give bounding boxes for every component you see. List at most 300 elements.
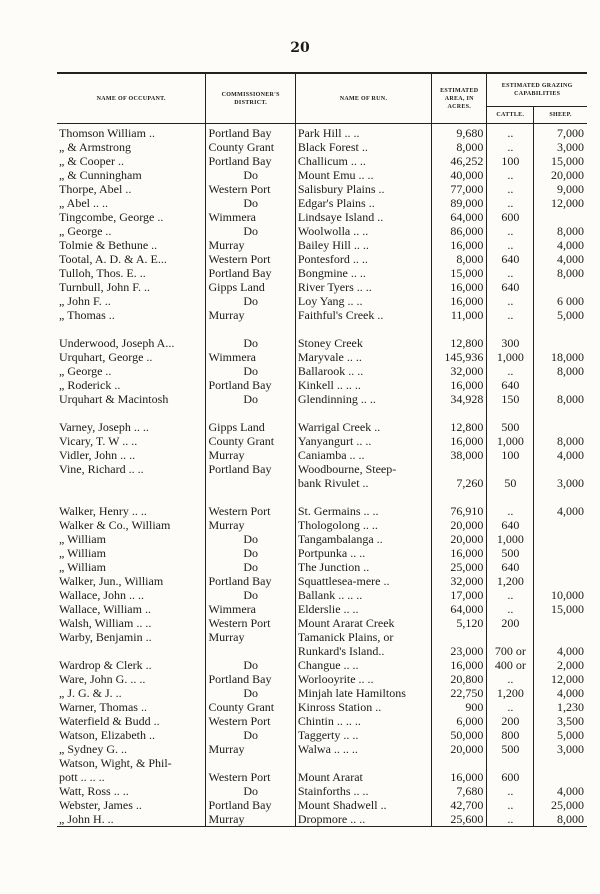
cell-sheep [534,378,587,392]
cell-area: 40,000 [432,168,487,182]
cell-district: Do [206,364,295,378]
cell-area: 20,000 [432,742,487,756]
cell-area: 32,000 [432,364,487,378]
cell-cattle: 640 [487,518,534,532]
cell-cattle: 500 [487,420,534,434]
cell-occupant: Walker & Co., William [57,518,206,532]
cell-run: Loy Yang .. .. [295,294,431,308]
header-area: ESTIMATED AREA, IN ACRES. [432,73,487,124]
table-row [57,812,587,827]
cell-occupant: Thorpe, Abel .. [57,182,206,196]
cell-sheep [534,532,587,546]
cell-district [206,756,295,770]
table-row [57,700,587,714]
header-cattle: CATTLE. [487,107,534,124]
table-row [57,350,587,364]
cell-district: Do [206,728,295,742]
cell-sheep: 8,000 [557,364,584,378]
cell-occupant: Walker, Henry .. .. [57,504,206,518]
cell-sheep: 10,000 [551,588,584,602]
cell-area: 16,000 [432,280,487,294]
table-row [57,546,587,560]
cell-district: Do [206,168,295,182]
cell-sheep: 9,000 [557,182,584,196]
cell-sheep: 18,000 [551,350,584,364]
cell-occupant: Warby, Benjamin .. [57,630,206,644]
cell-sheep: 5,000 [557,308,584,322]
cell-area: 8,000 [432,252,487,266]
cell-district: Portland Bay [206,124,295,141]
cell-sheep: 4,000 [557,784,584,798]
cell-area: 8,000 [432,140,487,154]
cell-cattle: 600 [487,770,534,784]
cell-district [206,644,295,658]
cell-district: Gipps Land [206,280,295,294]
table-row [57,224,587,238]
cell-cattle: .. [487,196,534,210]
cell-sheep: 7,000 [557,126,584,140]
cell-run: Black Forest .. [295,140,431,154]
cell-occupant: „ John H. .. [57,812,206,827]
cell-district: Portland Bay [206,378,295,392]
cell-run: Kinross Station .. [295,700,431,714]
cell-run: Minjah late Hamiltons [295,686,431,700]
cell-area: 42,700 [432,798,487,812]
cell-occupant: Walsh, William .. .. [57,616,206,630]
occupants-table [57,72,587,827]
cell-district: Murray [206,238,295,252]
cell-run: Changue .. .. [295,658,431,672]
cell-occupant: „ J. G. & J. .. [57,686,206,700]
cell-area: 16,000 [432,378,487,392]
table-row [57,308,587,322]
cell-area: 5,120 [432,616,487,630]
cell-run: Woodbourne, Steep- [295,462,431,476]
cell-cattle [487,406,534,420]
cell-area: 77,000 [432,182,487,196]
cell-run: Bailey Hill .. .. [295,238,431,252]
cell-district: Do [206,560,295,574]
cell-cattle: 640 [487,378,534,392]
cell-district: Western Port [206,616,295,630]
cell-area: 23,000 [432,644,487,658]
cell-area: 20,800 [432,672,487,686]
cell-area: 16,000 [432,294,487,308]
cell-cattle: 700 or [487,644,534,658]
section-gap [57,406,587,420]
cell-run: bank Rivulet .. [295,476,431,490]
cell-cattle: 500 [487,546,534,560]
table-row [57,124,587,141]
cell-sheep [534,336,587,350]
table-row [57,574,587,588]
cell-area: 86,000 [432,224,487,238]
cell-sheep [534,490,587,504]
cell-run: Salisbury Plains .. [295,182,431,196]
cell-sheep: 3,000 [557,140,584,154]
cell-run: Lindsaye Island .. [295,210,431,224]
cell-run: Woolwolla .. .. [295,224,431,238]
table-row [57,154,587,168]
cell-district: County Grant [206,140,295,154]
cell-area: 11,000 [432,308,487,322]
cell-run: River Tyers .. .. [295,280,431,294]
cell-run [295,406,431,420]
cell-area: 900 [432,700,487,714]
cell-run: Elderslie .. .. [295,602,431,616]
cell-occupant: Varney, Joseph .. .. [57,420,206,434]
cell-occupant: Vine, Richard .. .. [57,462,206,476]
cell-run: Taggerty .. .. [295,728,431,742]
table-row [57,518,587,532]
cell-area: 16,000 [432,238,487,252]
table-row [57,770,587,784]
table-row [57,616,587,630]
cell-run: Glendinning .. .. [295,392,431,406]
cell-sheep [534,210,587,224]
cell-cattle: .. [487,266,534,280]
cell-area [432,406,487,420]
table-row [57,476,587,490]
header-district: COMMISSIONER'S DISTRICT. [206,73,295,124]
cell-run: Edgar's Plains .. [295,196,431,210]
cell-cattle: .. [487,588,534,602]
cell-run: Chintin .. .. .. [295,714,431,728]
cell-sheep: 8,000 [534,812,587,827]
cell-sheep: 4,000 [557,238,584,252]
cell-cattle: 100 [487,154,534,168]
cell-occupant: Wallace, William .. [57,602,206,616]
cell-area: 25,600 [432,812,487,827]
cell-cattle: .. [487,784,534,798]
cell-occupant: Vidler, John .. .. [57,448,206,462]
cell-sheep [534,280,587,294]
table-row [57,672,587,686]
cell-sheep: 8,000 [557,392,584,406]
cell-area [432,462,487,476]
cell-occupant: Webster, James .. [57,798,206,812]
cell-sheep: 8,000 [557,434,584,448]
table-body [57,124,587,827]
cell-cattle: .. [487,238,534,252]
cell-district: Do [206,588,295,602]
cell-sheep [534,574,587,588]
cell-district: Murray [206,630,295,644]
cell-sheep [534,546,587,560]
cell-run: Stoney Creek [295,336,431,350]
cell-district: Western Port [206,182,295,196]
cell-area: 46,252 [432,154,487,168]
cell-area: 32,000 [432,574,487,588]
cell-district: Wimmera [206,210,295,224]
cell-run: The Junction .. [295,560,431,574]
cell-district: Western Port [206,252,295,266]
cell-occupant: Warner, Thomas .. [57,700,206,714]
table-row [57,238,587,252]
cell-cattle [487,630,534,644]
cell-occupant: „ John F. .. [57,294,206,308]
cell-run: Runkard's Island.. [295,644,431,658]
cell-run: Worlooyrite .. .. [295,672,431,686]
page-number: 20 [290,40,310,56]
cell-occupant [57,476,206,490]
cell-district [206,490,295,504]
cell-run: Mount Ararat [295,770,431,784]
cell-sheep: 3,500 [557,714,584,728]
cell-cattle: 100 [487,448,534,462]
cell-district: Do [206,532,295,546]
cell-sheep [534,420,587,434]
cell-cattle: 200 [487,714,534,728]
cell-occupant: Urquhart & Macintosh [57,392,206,406]
cell-cattle: 1,000 [487,350,534,364]
cell-cattle: .. [487,672,534,686]
cell-sheep: 8,000 [557,266,584,280]
cell-occupant: pott .. .. .. [57,770,206,784]
cell-occupant [57,406,206,420]
cell-cattle: 800 [487,728,534,742]
header-grazing: ESTIMATED GRAZING CAPABILITIES [487,73,587,107]
cell-area: 50,000 [432,728,487,742]
cell-area: 38,000 [432,448,487,462]
cell-district: Do [206,392,295,406]
table-row [57,196,587,210]
cell-area: 64,000 [432,210,487,224]
cell-sheep [534,616,587,630]
cell-cattle: 50 [487,476,534,490]
table-row [57,280,587,294]
cell-district: Portland Bay [206,672,295,686]
cell-occupant: Watt, Ross .. .. [57,784,206,798]
cell-run: Pontesford .. .. [295,252,431,266]
cell-run: Warrigal Creek .. [295,420,431,434]
table-row [57,378,587,392]
cell-district: Murray [206,742,295,756]
cell-occupant: „ & Cooper .. [57,154,206,168]
cell-cattle: 640 [487,560,534,574]
cell-area: 16,000 [432,546,487,560]
cell-occupant: Vicary, T. W .. .. [57,434,206,448]
cell-district: Do [206,336,295,350]
cell-sheep [534,462,587,476]
cell-sheep: 8,000 [557,224,584,238]
cell-area: 7,260 [432,476,487,490]
cell-run [295,490,431,504]
cell-sheep: 12,000 [551,196,584,210]
cell-run: Yanyangurt .. .. [295,434,431,448]
cell-district: County Grant [206,700,295,714]
cell-district: Do [206,658,295,672]
cell-area: 145,936 [432,350,487,364]
cell-cattle: .. [487,504,534,518]
cell-area: 34,928 [432,392,487,406]
cell-occupant: Thomson William .. [57,124,206,141]
cell-sheep: 6 000 [557,294,584,308]
cell-cattle: .. [487,602,534,616]
cell-run: Ballarook .. .. [295,364,431,378]
cell-area: 16,000 [432,434,487,448]
cell-occupant [57,322,206,336]
cell-occupant: Urquhart, George .. [57,350,206,364]
cell-district: Do [206,224,295,238]
cell-district: Wimmera [206,602,295,616]
table-row [57,602,587,616]
cell-occupant: Tolmie & Bethune .. [57,238,206,252]
cell-run: Thologolong .. .. [295,518,431,532]
cell-run: Challicum .. .. [295,154,431,168]
cell-cattle: .. [487,294,534,308]
cell-occupant: Turnbull, John F. .. [57,280,206,294]
table-row [57,658,587,672]
cell-cattle [487,462,534,476]
table-row [57,784,587,798]
cell-run: Caniamba .. .. [295,448,431,462]
table-row [57,630,587,644]
cell-district: Western Port [206,714,295,728]
cell-district [206,476,295,490]
cell-occupant: Underwood, Joseph A... [57,336,206,350]
cell-cattle: 1,000 [487,532,534,546]
table-row [57,182,587,196]
cell-run: Tamanick Plains, or [295,630,431,644]
cell-sheep [534,322,587,336]
cell-area: 89,000 [432,196,487,210]
cell-occupant: Wardrop & Clerk .. [57,658,206,672]
cell-district: Western Port [206,504,295,518]
cell-run [295,756,431,770]
cell-sheep: 15,000 [551,154,584,168]
table-row [57,560,587,574]
cell-run: Squattlesea-mere .. [295,574,431,588]
cell-run: Dropmore .. .. [295,812,431,827]
cell-cattle: 600 [487,210,534,224]
cell-sheep: 4,000 [557,448,584,462]
cell-run: Mount Ararat Creek [295,616,431,630]
cell-occupant: Tulloh, Thos. E. .. [57,266,206,280]
cell-occupant: Tingcombe, George .. [57,210,206,224]
cell-district [206,322,295,336]
table-row [57,588,587,602]
cell-area: 20,000 [432,518,487,532]
header-sheep: SHEEP. [534,107,587,124]
cell-sheep [534,770,587,784]
cell-cattle: .. [487,168,534,182]
cell-cattle: .. [487,124,534,141]
cell-district: Portland Bay [206,154,295,168]
cell-occupant: Waterfield & Budd .. [57,714,206,728]
cell-run: Kinkell .. .. .. [295,378,431,392]
cell-district: Do [206,784,295,798]
cell-district: Murray [206,308,295,322]
cell-area: 15,000 [432,266,487,280]
cell-run: Maryvale .. .. [295,350,431,364]
cell-sheep: 5,000 [557,728,584,742]
cell-cattle: .. [487,700,534,714]
cell-area: 25,000 [432,560,487,574]
cell-sheep: 2,000 [557,658,584,672]
cell-cattle: 150 [487,392,534,406]
cell-occupant: „ Roderick .. [57,378,206,392]
table-row [57,462,587,476]
cell-area: 16,000 [432,658,487,672]
section-gap [57,322,587,336]
cell-district: Western Port [206,770,295,784]
cell-district: Portland Bay [206,266,295,280]
cell-occupant: „ Thomas .. [57,308,206,322]
cell-occupant: Tootal, A. D. & A. E... [57,252,206,266]
cell-run: Mount Shadwell .. [295,798,431,812]
cell-run: Faithful's Creek .. [295,308,431,322]
cell-district [206,406,295,420]
cell-area: 76,910 [432,504,487,518]
cell-area: 12,800 [432,336,487,350]
table-row [57,168,587,182]
cell-occupant: „ William [57,546,206,560]
cell-area: 9,680 [432,124,487,141]
cell-occupant: „ William [57,560,206,574]
cell-area: 6,000 [432,714,487,728]
cell-cattle: .. [487,798,534,812]
cell-run: Stainforths .. .. [295,784,431,798]
cell-occupant: „ George .. [57,224,206,238]
cell-area: 16,000 [432,770,487,784]
cell-cattle: .. [487,224,534,238]
table-row [57,252,587,266]
cell-cattle: .. [487,364,534,378]
cell-sheep: 25,000 [551,798,584,812]
cell-district: Murray [206,812,295,827]
cell-district: County Grant [206,434,295,448]
cell-sheep: 4,000 [557,252,584,266]
cell-cattle: 640 [487,252,534,266]
cell-sheep: 4,000 [557,686,584,700]
cell-sheep: 20,000 [551,168,584,182]
table-row [57,434,587,448]
table-row [57,798,587,812]
cell-sheep: 15,000 [551,602,584,616]
cell-area: 20,000 [432,532,487,546]
header-run: NAME OF RUN. [295,73,431,124]
cell-cattle: 1,200 [487,686,534,700]
cell-run: Park Hill .. .. [295,124,431,141]
cell-cattle: 200 [487,616,534,630]
cell-district: Do [206,546,295,560]
cell-occupant: „ Sydney G. .. [57,742,206,756]
cell-area [432,630,487,644]
table-row [57,504,587,518]
cell-sheep: 1,230 [557,700,584,714]
table-row [57,392,587,406]
table-row [57,266,587,280]
cell-area [432,756,487,770]
table-row [57,336,587,350]
cell-sheep [534,630,587,644]
cell-occupant: „ & Armstrong [57,140,206,154]
table-row [57,756,587,770]
table-row [57,420,587,434]
cell-area [432,322,487,336]
cell-district: Do [206,294,295,308]
cell-run: St. Germains .. .. [295,504,431,518]
table-row [57,364,587,378]
cell-cattle [487,756,534,770]
cell-district: Do [206,196,295,210]
header-occupant: NAME OF OCCUPANT. [57,73,206,124]
cell-district: Gipps Land [206,420,295,434]
cell-sheep: 3,000 [557,742,584,756]
cell-sheep [534,756,587,770]
table-row [57,532,587,546]
